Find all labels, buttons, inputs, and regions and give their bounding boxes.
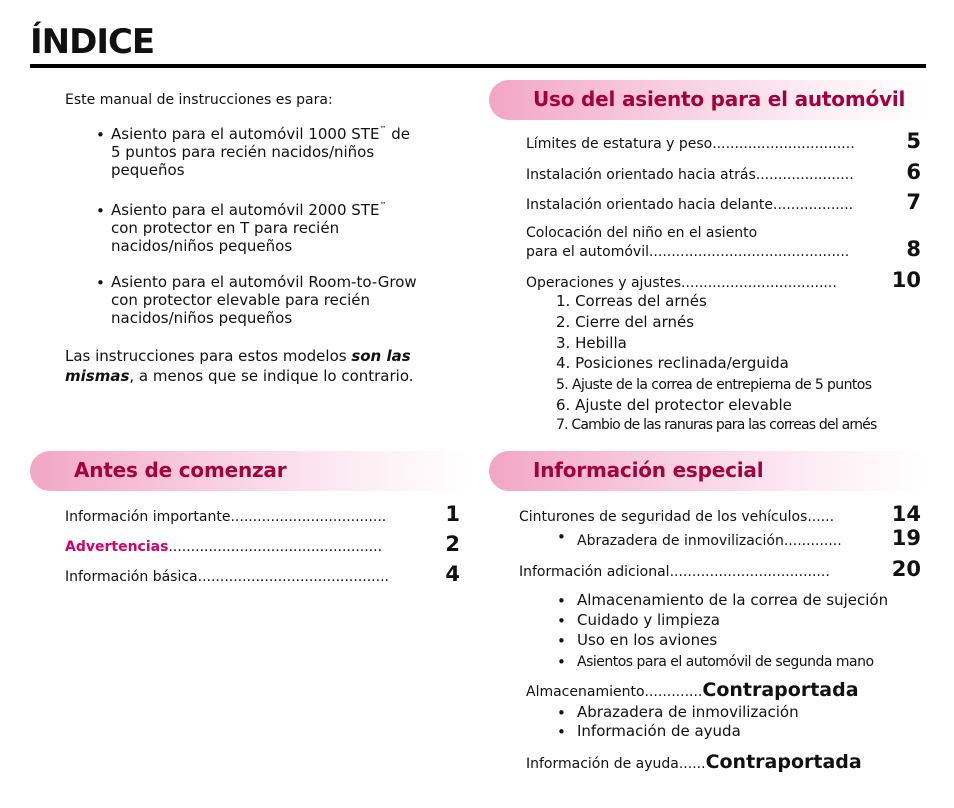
toc-entry-colocacion-line1[interactable]: Colocación del niño en el asiento xyxy=(526,225,758,241)
uso-subitem-6[interactable]: 6. Ajuste del protector elevable xyxy=(556,396,792,414)
especial-heading: Información especial xyxy=(533,458,764,482)
uso-subitem-7[interactable]: 7. Cambio de las ranuras para las correas del arnés xyxy=(556,417,877,433)
page-title: ÍNDICE xyxy=(30,22,155,62)
intro-item-3-line-1: Asiento para el automóvil Room-to-Grow xyxy=(111,273,417,291)
intro-item-3-line-3: nacidos/niños pequeños xyxy=(111,309,293,327)
adicional-item-4[interactable]: Asientos para el automóvil de segunda mano xyxy=(577,654,874,670)
intro-item-1-line-3: pequeños xyxy=(111,161,185,179)
intro-note-line2: mismas, a menos que se indique lo contrario. xyxy=(65,367,414,385)
intro-note-line1: Las instrucciones para estos modelos son las xyxy=(65,347,411,365)
antes-section-header xyxy=(30,451,470,491)
intro-item-2-line-3: nacidos/niños pequeños xyxy=(111,237,293,255)
bullet: • xyxy=(557,592,566,610)
almacenamiento-item-1[interactable]: Abrazadera de inmovilización xyxy=(577,703,799,721)
toc-entry-orientado-delante[interactable]: Instalación orientado hacia delante .................. 7 xyxy=(526,190,921,214)
toc-entry-colocacion[interactable]: para el automóvil ............................................. 8 xyxy=(526,237,921,261)
uso-heading: Uso del asiento para el automóvil xyxy=(533,87,906,111)
toc-entry-adicional[interactable]: Información adicional .................................... 20 xyxy=(519,557,921,581)
almacenamiento-item-2[interactable]: Información de ayuda xyxy=(577,722,741,740)
uso-subitem-1[interactable]: 1. Correas del arnés xyxy=(556,292,707,310)
intro-heading: Este manual de instrucciones es para: xyxy=(65,92,333,108)
bullet: • xyxy=(96,274,105,292)
bullet: • xyxy=(557,528,566,546)
toc-entry-orientado-atras[interactable]: Instalación orientado hacia atrás ...................... 6 xyxy=(526,160,921,184)
toc-entry-informacion-basica[interactable]: Información básica ........................................... 4 xyxy=(65,562,460,586)
bullet: • xyxy=(557,612,566,630)
toc-entry-operaciones[interactable]: Operaciones y ajustes ................................... 10 xyxy=(526,268,921,292)
bullet: • xyxy=(96,202,105,220)
bullet: • xyxy=(557,653,566,671)
toc-entry-informacion-importante[interactable]: Información importante ................................... 1 xyxy=(65,502,460,526)
uso-subitem-4[interactable]: 4. Posiciones reclinada/erguida xyxy=(556,354,789,372)
intro-item-1-line-2: 5 puntos para recién nacidos/niños xyxy=(111,143,375,161)
bullet: • xyxy=(557,723,566,741)
toc-entry-advertencias[interactable]: Advertencias ................................................ 2 xyxy=(65,532,460,556)
toc-entry-cinturones[interactable]: Cinturones de seguridad de los vehículos ...... 14 xyxy=(519,502,921,526)
uso-subitem-3[interactable]: 3. Hebilla xyxy=(556,334,627,352)
toc-entry-limites[interactable]: Límites de estatura y peso ................................ 5 xyxy=(526,129,921,153)
adicional-item-1[interactable]: Almacenamiento de la correa de sujeción xyxy=(577,591,889,609)
bullet: • xyxy=(96,126,105,144)
toc-entry-abrazadera[interactable]: Abrazadera de inmovilización ............. 19 xyxy=(577,526,921,550)
adicional-item-2[interactable]: Cuidado y limpieza xyxy=(577,611,720,629)
toc-entry-ayuda[interactable]: Información de ayuda ...... Contraportada xyxy=(526,751,862,773)
uso-subitem-2[interactable]: 2. Cierre del arnés xyxy=(556,313,695,331)
toc-entry-almacenamiento[interactable]: Almacenamiento ............. Contraportada xyxy=(526,679,859,701)
title-rule xyxy=(30,64,926,68)
intro-item-2-line-2: con protector en T para recién xyxy=(111,219,340,237)
intro-item-2-line-1: Asiento para el automóvil 2000 STE™ xyxy=(111,201,387,219)
antes-heading: Antes de comenzar xyxy=(74,458,287,482)
uso-subitem-5[interactable]: 5. Ajuste de la correa de entrepierna de 5 puntos xyxy=(556,377,872,393)
intro-item-3-line-2: con protector elevable para recién xyxy=(111,291,371,309)
especial-section-header xyxy=(489,451,926,491)
uso-section-header xyxy=(489,80,926,120)
intro-item-1-line-1: Asiento para el automóvil 1000 STE™ de xyxy=(111,125,410,143)
adicional-item-3[interactable]: Uso en los aviones xyxy=(577,631,718,649)
bullet: • xyxy=(557,704,566,722)
bullet: • xyxy=(557,632,566,650)
